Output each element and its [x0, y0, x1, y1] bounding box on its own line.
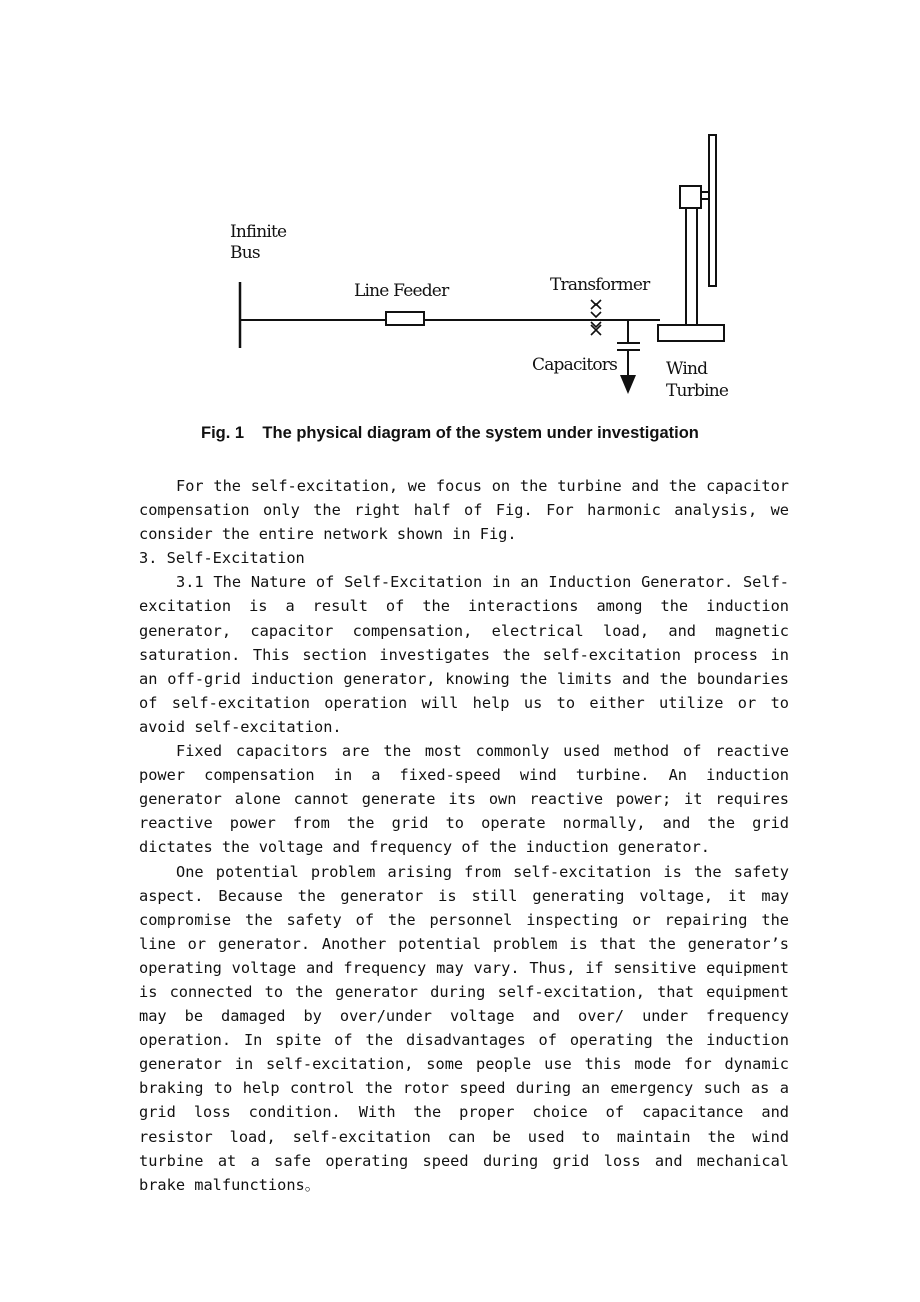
section-heading: 3. Self-Excitation	[139, 549, 305, 568]
wind-turbine-label-1: Wind	[666, 359, 708, 379]
capacitors-label: Capacitors	[532, 355, 618, 375]
transformer-label: Transformer	[550, 275, 650, 295]
paragraph-fixed-capacitors: Fixed capacitors are the most commonly used method of reactive power compensation in a fixed-speed wind turbine. An induction generator alone cannot generate its own reactive power; it requires reactive power from the grid to operate normally, and the grid dictates the voltage and frequency of the induction generator.	[139, 742, 789, 857]
wind-turbine-label-2: Turbine	[666, 381, 729, 401]
line-feeder-label: Line Feeder	[354, 281, 449, 301]
infinite-bus-label-1: Infinite	[230, 222, 287, 242]
infinite-bus-label-2: Bus	[230, 243, 260, 263]
figure-caption: Fig. 1 The physical diagram of the system under investigation	[201, 424, 699, 442]
ground-arrow	[620, 375, 636, 394]
paragraph-nature: 3.1 The Nature of Self-Excitation in an Induction Generator. Self-excitation is a result of the interactions among the induction generator, capacitor compensation, electrical load, and magnetic saturation. This section investigates the self-excitation process in an off-grid induction generator, knowing the limits and the boundaries of self-excitation operation will help us to either utilize or to avoid self-excitation.	[139, 573, 789, 736]
paragraph-safety: One potential problem arising from self-excitation is the safety aspect. Because the generator is still generating voltage, it may compromise the safety of the personnel inspecting or repairing the line or generator. Another potential problem is that the generator’s operating voltage and frequency may vary. Thus, if sensitive equipment is connected to the generator during self-excitation, that equipment may be damaged by over/under voltage and over/ under frequency operation. In spite of the disadvantages of operating the induction generator in self-excitation, some people use this mode for dynamic braking to help control the rotor speed during an emergency such as a grid loss condition. With the proper choice of capacitance and resistor load, self-excitation can be used to maintain the wind turbine at a safe operating speed during grid loss and mechanical brake malfunctions。	[139, 862, 789, 1194]
paragraph-intro: For the self-excitation, we focus on the turbine and the capacitor compensation only the right half of Fig. For harmonic analysis, we consider the entire network shown in Fig.	[139, 477, 789, 544]
body-text	[139, 474, 789, 1197]
transformer-symbol	[591, 300, 601, 335]
wind-turbine-icon	[658, 135, 724, 341]
system-diagram	[0, 0, 920, 460]
line-feeder-impedance	[386, 312, 424, 325]
capacitor-symbol	[617, 320, 640, 375]
